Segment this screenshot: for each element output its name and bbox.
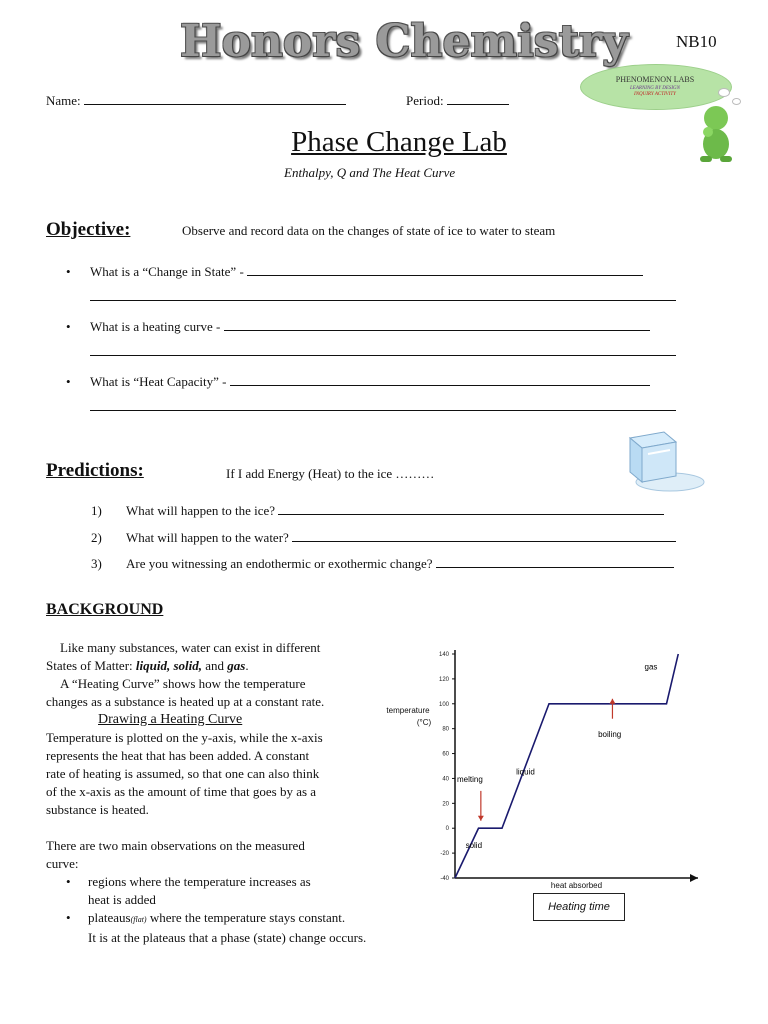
text-line: There are two main observations on the measured bbox=[46, 838, 305, 853]
y-tick-label: 60 bbox=[442, 751, 449, 758]
states-emphasis: liquid, solid, bbox=[135, 658, 203, 673]
period-field bbox=[406, 92, 509, 109]
objective-question bbox=[66, 263, 643, 280]
melting-label: melting bbox=[457, 775, 483, 785]
text-span: and bbox=[202, 658, 228, 673]
y-tick-label: 140 bbox=[438, 652, 449, 658]
y-tick-label: 80 bbox=[442, 726, 449, 733]
text-line: curve: bbox=[46, 856, 79, 871]
heating-time-caption: Heating time bbox=[533, 893, 625, 921]
boiling-arrow-head-icon bbox=[609, 699, 615, 704]
prediction-number: 3) bbox=[91, 556, 102, 571]
prediction-text: What will happen to the water? bbox=[126, 530, 289, 545]
y-axis-label: temperature bbox=[386, 706, 430, 715]
background-heading: BACKGROUND bbox=[46, 601, 164, 618]
name-label: Name: bbox=[46, 93, 81, 108]
answer-blank[interactable] bbox=[436, 555, 674, 568]
text-span: where the temperature stays constant. bbox=[146, 910, 346, 925]
text-line: A “Heating Curve” shows how the temperature bbox=[60, 676, 306, 691]
text-line: heat is added bbox=[88, 892, 156, 907]
objective-text: Observe and record data on the changes of state of ice to water to steam bbox=[182, 223, 556, 238]
question-text: What is a “Change in State” - bbox=[90, 264, 244, 279]
text-line: represents the heat that has been added. A constant bbox=[46, 748, 310, 763]
period-label: Period: bbox=[406, 93, 444, 108]
answer-blank[interactable] bbox=[247, 263, 643, 276]
answer-blank[interactable] bbox=[90, 398, 676, 411]
observation-item bbox=[46, 909, 386, 929]
predictions-heading: Predictions: bbox=[46, 460, 144, 481]
answer-blank[interactable] bbox=[278, 502, 664, 515]
text-line: Like many substances, water can exist in different bbox=[60, 640, 321, 655]
y-tick-label: 0 bbox=[445, 826, 449, 833]
prediction-item bbox=[91, 502, 664, 519]
text-line: It is at the plateaus that a phase (state) change occurs. bbox=[88, 930, 367, 945]
thought-bubble-icon bbox=[718, 88, 730, 97]
bullet-icon: • bbox=[66, 264, 71, 279]
page-subtitle: Enthalpy, Q and The Heat Curve bbox=[284, 165, 456, 180]
banner-title: Honors Chemistry bbox=[180, 16, 628, 67]
gas-label: gas bbox=[644, 662, 658, 672]
melting-arrow-head-icon bbox=[478, 816, 484, 821]
text-line: changes as a substance is heated up at a constant rate. bbox=[46, 694, 325, 709]
text-span: regions where the temperature increases as bbox=[88, 874, 311, 889]
bullet-icon: • bbox=[66, 319, 71, 334]
y-tick-label: -20 bbox=[440, 851, 449, 858]
objective-question bbox=[66, 318, 650, 335]
logo-line3: INQUIRY ACTIVITY bbox=[634, 92, 676, 97]
solid-label: solid bbox=[465, 841, 483, 851]
predictions-prompt: If I add Energy (Heat) to the ice ……… bbox=[226, 466, 435, 481]
name-field bbox=[46, 92, 346, 109]
prediction-number: 2) bbox=[91, 530, 102, 545]
name-blank[interactable] bbox=[84, 92, 346, 105]
x-axis-label: heat absorbed bbox=[550, 881, 603, 890]
objective-question bbox=[66, 373, 650, 390]
objective-heading: Objective: bbox=[46, 219, 131, 240]
y-tick-label: 20 bbox=[442, 801, 449, 808]
text-span: States of Matter: bbox=[46, 658, 136, 673]
logo-line1: PHENOMENON LABS bbox=[615, 75, 695, 84]
prediction-item bbox=[91, 529, 676, 546]
states-emphasis: gas bbox=[227, 658, 246, 673]
y-tick-label: 100 bbox=[438, 701, 449, 708]
heating-curve-line bbox=[455, 654, 678, 878]
boiling-label: boiling bbox=[598, 729, 622, 739]
prediction-text: Are you witnessing an endothermic or exothermic change? bbox=[126, 556, 433, 571]
text-line bbox=[46, 657, 386, 675]
text-span: plateaus bbox=[88, 910, 131, 925]
answer-blank[interactable] bbox=[224, 318, 650, 331]
background-paragraph bbox=[46, 639, 386, 947]
text-line: substance is heated. bbox=[46, 802, 149, 817]
answer-blank[interactable] bbox=[292, 529, 676, 542]
logo-line2: LEARNING BY DESIGN bbox=[630, 86, 680, 91]
text-span: . bbox=[245, 658, 249, 673]
text-line: of the x-axis as the amount of time that goes by as a bbox=[46, 784, 317, 799]
bullet-icon: • bbox=[66, 874, 71, 889]
observation-item bbox=[46, 873, 386, 891]
y-tick-label: -40 bbox=[440, 876, 449, 882]
bullet-icon: • bbox=[66, 374, 71, 389]
x-axis-arrow-icon bbox=[690, 874, 698, 882]
page-title: Phase Change Lab bbox=[291, 126, 507, 158]
liquid-label: liquid bbox=[516, 767, 535, 777]
question-text: What is a heating curve - bbox=[90, 319, 221, 334]
period-blank[interactable] bbox=[447, 92, 509, 105]
text-span: (flat) bbox=[130, 915, 147, 924]
bullet-icon: • bbox=[66, 910, 71, 925]
notebook-code: NB10 bbox=[676, 32, 717, 51]
ice-cube-icon bbox=[624, 428, 706, 494]
answer-blank[interactable] bbox=[90, 288, 676, 301]
y-axis-label-unit: (°C) bbox=[416, 718, 432, 727]
answer-blank[interactable] bbox=[230, 373, 650, 386]
subheading: Drawing a Heating Curve bbox=[98, 712, 243, 727]
text-line: Temperature is plotted on the y-axis, while the x-axis bbox=[46, 730, 323, 745]
text-line: rate of heating is assumed, so that one can also think bbox=[46, 766, 320, 781]
prediction-text: What will happen to the ice? bbox=[126, 503, 276, 518]
prediction-item bbox=[91, 555, 674, 572]
heating-curve-chart bbox=[382, 640, 702, 890]
answer-blank[interactable] bbox=[90, 343, 676, 356]
question-text: What is “Heat Capacity” - bbox=[90, 374, 227, 389]
prediction-number: 1) bbox=[91, 503, 102, 518]
y-tick-label: 40 bbox=[442, 776, 449, 783]
y-tick-label: 120 bbox=[438, 676, 449, 683]
